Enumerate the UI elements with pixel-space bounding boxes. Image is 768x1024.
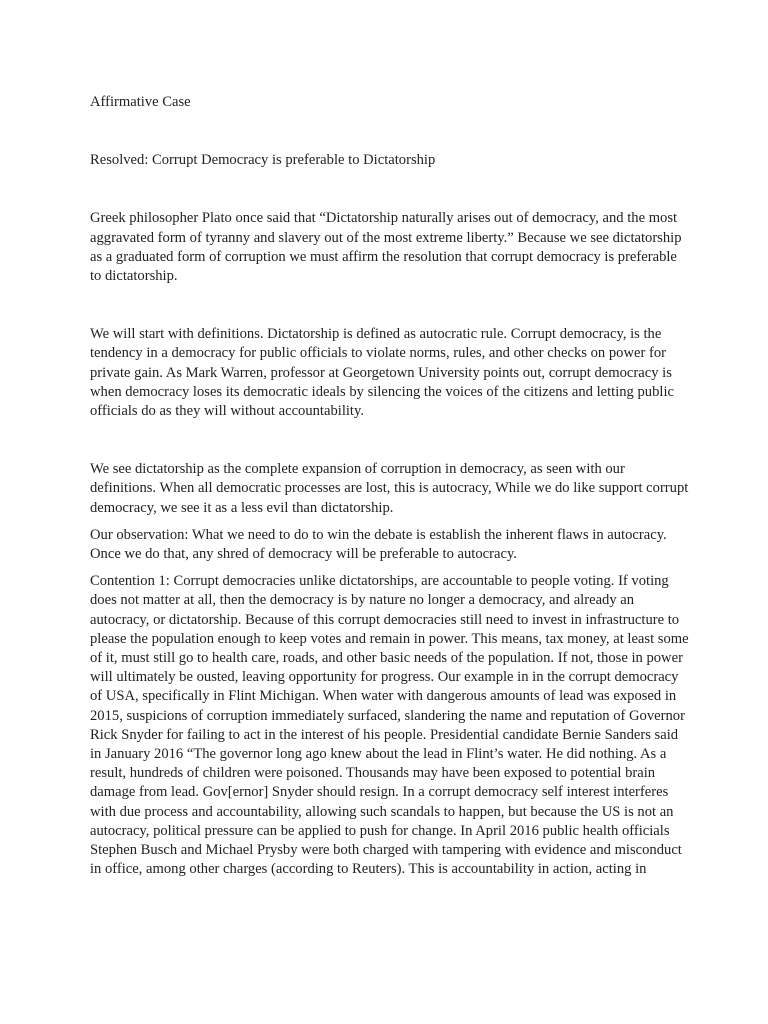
- paragraph-observation: Our observation: What we need to do to win the debate is establish the inherent flaws in autocracy. Once we do that, any shred of democracy will be preferable to autocracy.: [90, 526, 667, 563]
- paragraph-framework: We see dictatorship as the complete expansion of corruption in democracy, as seen with our definitions. When all democratic processes are lost, this is autocracy, While we do like support corrupt democracy, we see it as a less evil than dictatorship.: [90, 461, 689, 516]
- document-body: [90, 93, 690, 880]
- paragraph-introduction: Greek philosopher Plato once said that “Dictatorship naturally arises out of democracy, and the most aggravated form of tyranny and slavery out of the most extreme liberty.” Because we see dictatorship as a graduated form of corruption we must affirm the resolution that corrupt democracy is preferable to dictatorship.: [90, 210, 682, 285]
- document-heading: Affirmative Case: [90, 94, 191, 110]
- paragraph-contention-1: Contention 1: Corrupt democracies unlike dictatorships, are accountable to people voting. If voting does not matter at all, then the democracy is by nature no longer a democracy, and already an autocracy, or dictatorship. Because of this corrupt democracies still need to invest in infrastructure to please the population enough to keep votes and remain in power. This means, tax money, at least some of it, must still go to health care, roads, and other basic needs of the population. If not, those in power will ultimately be ousted, leaving opportunity for progress. Our example in in the corrupt democracy of USA, specifically in Flint Michigan. When water with dangerous amounts of lead was exposed in 2015, suspicions of corruption immediately surfaced, slandering the name and reputation of Governor Rick Snyder for failing to act in the interest of his people. Presidential candidate Bernie Sanders said in January 2016 “The governor long ago knew about the lead in Flint’s water. He did nothing. As a result, hundreds of children were poisoned. Thousands may have been exposed to potential brain damage from lead. Gov[ernor] Snyder should resign. In a corrupt democracy self interest interferes with due process and accountability, allowing such scandals to happen, but because the US is not an autocracy, political pressure can be applied to push for change. In April 2016 public health officials Stephen Busch and Michael Prysby were both charged with tampering with evidence and misconduct in office, among other charges (according to Reuters). This is accountability in action, acting in: [90, 573, 689, 878]
- resolution-statement: Resolved: Corrupt Democracy is preferable to Dictatorship: [90, 152, 436, 169]
- paragraph-definitions: We will start with definitions. Dictatorship is defined as autocratic rule. Corrupt democracy, is the tendency in a democracy for public officials to violate norms, rules, and other checks on power for private gain. As Mark Warren, professor at Georgetown University points out, corrupt democracy is when democracy loses its democratic ideals by silencing the voices of the citizens and letting public officials do as they will without accountability.: [90, 326, 674, 420]
